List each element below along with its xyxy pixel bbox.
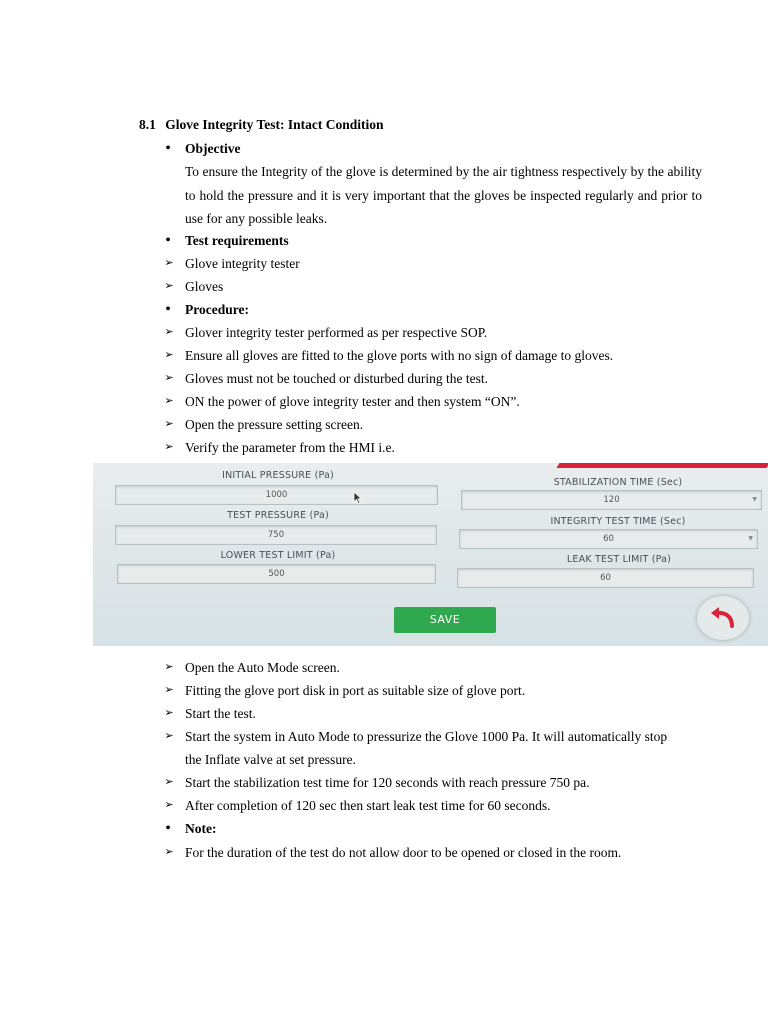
list-item-text: Open the Auto Mode screen. (185, 660, 340, 675)
chevron-down-icon: ▼ (752, 496, 757, 503)
test-pressure-label: TEST PRESSURE (Pa) (227, 510, 329, 521)
arrow-bullet-icon: ➢ (164, 349, 174, 361)
list-item-text: Start the stabilization test time for 120 seconds with reach pressure 750 pa. (185, 775, 590, 790)
back-button[interactable] (697, 596, 749, 640)
integrity-test-time-field[interactable] (459, 529, 758, 549)
leak-test-limit-label: LEAK TEST LIMIT (Pa) (566, 554, 672, 565)
initial-pressure-label: INITIAL PRESSURE (Pa) (222, 470, 334, 481)
arrow-bullet-icon: ➢ (164, 257, 174, 269)
initial-pressure-field[interactable] (115, 485, 438, 505)
list-item-text: Gloves must not be touched or disturbed during the test. (185, 371, 488, 386)
arrow-bullet-icon: ➢ (164, 684, 174, 696)
chevron-down-icon: ▼ (748, 535, 753, 542)
mouse-pointer-icon (353, 491, 363, 505)
arrow-bullet-icon: ➢ (164, 846, 174, 858)
integrity-test-time-value: 60 (603, 534, 614, 544)
objective-heading: Objective (185, 141, 241, 156)
undo-arrow-icon (697, 596, 749, 640)
test-pressure-field[interactable] (115, 525, 437, 545)
note-heading: Note: (185, 821, 217, 836)
list-item-text: Gloves (185, 279, 224, 294)
hmi-accent-bar (557, 463, 768, 468)
bullet-marker: • (165, 232, 171, 249)
objective-paragraph: To ensure the Integrity of the glove is determined by the air tightness respectively by the ability to hold the pressure and it is very important that the gloves be inspected regularly and prior to use for any possible leaks. (185, 164, 702, 226)
list-item-text: Glover integrity tester performed as per respective SOP. (185, 325, 488, 340)
arrow-bullet-icon: ➢ (164, 776, 174, 788)
section-heading (139, 117, 384, 133)
integrity-test-time-label: INTEGRITY TEST TIME (Sec) (550, 516, 686, 527)
arrow-bullet-icon: ➢ (164, 326, 174, 338)
arrow-bullet-icon: ➢ (164, 418, 174, 430)
requirements-heading: Test requirements (185, 233, 289, 248)
arrow-bullet-icon: ➢ (164, 372, 174, 384)
list-item-text: Start the test. (185, 706, 256, 721)
stabilization-time-label: STABILIZATION TIME (Sec) (553, 477, 683, 488)
list-item-text: Open the pressure setting screen. (185, 417, 364, 432)
list-item-text: the Inflate valve at set pressure. (185, 752, 356, 767)
stabilization-time-value: 120 (603, 495, 620, 505)
test-pressure-value: 750 (267, 530, 285, 540)
procedure-heading: Procedure: (185, 302, 249, 317)
initial-pressure-value: 1000 (265, 490, 288, 500)
arrow-bullet-icon: ➢ (164, 730, 174, 742)
list-item-text: Start the system in Auto Mode to pressurize the Glove 1000 Pa. It will automatically stop (185, 729, 668, 744)
hmi-pressure-settings-screenshot (93, 463, 768, 646)
save-button[interactable]: SAVE (394, 607, 496, 633)
leak-test-limit-value: 60 (600, 573, 611, 583)
arrow-bullet-icon: ➢ (164, 799, 174, 811)
bullet-marker: • (165, 820, 171, 837)
section-title: Glove Integrity Test: Intact Condition (165, 117, 384, 132)
list-item-text: For the duration of the test do not allow door to be opened or closed in the room. (185, 845, 622, 860)
list-item-text: Ensure all gloves are fitted to the glove ports with no sign of damage to gloves. (185, 348, 614, 363)
stabilization-time-field[interactable] (461, 490, 762, 510)
arrow-bullet-icon: ➢ (164, 280, 174, 292)
bullet-marker: • (165, 301, 171, 318)
arrow-bullet-icon: ➢ (164, 441, 174, 453)
arrow-bullet-icon: ➢ (164, 707, 174, 719)
leak-test-limit-field[interactable] (457, 568, 754, 588)
arrow-bullet-icon: ➢ (164, 661, 174, 673)
lower-test-limit-label: LOWER TEST LIMIT (Pa) (220, 550, 336, 561)
lower-test-limit-value: 500 (268, 569, 285, 579)
list-item-text: Fitting the glove port disk in port as suitable size of glove port. (185, 683, 526, 698)
list-item-text: Verify the parameter from the HMI i.e. (185, 440, 395, 455)
arrow-bullet-icon: ➢ (164, 395, 174, 407)
list-item-text: After completion of 120 sec then start leak test time for 60 seconds. (185, 798, 551, 813)
list-item-text: ON the power of glove integrity tester and then system “ON”. (185, 394, 520, 409)
bullet-marker: • (165, 140, 171, 157)
lower-test-limit-field[interactable] (117, 564, 436, 584)
section-number: 8.1 (139, 117, 156, 132)
list-item-text: Glove integrity tester (185, 256, 300, 271)
